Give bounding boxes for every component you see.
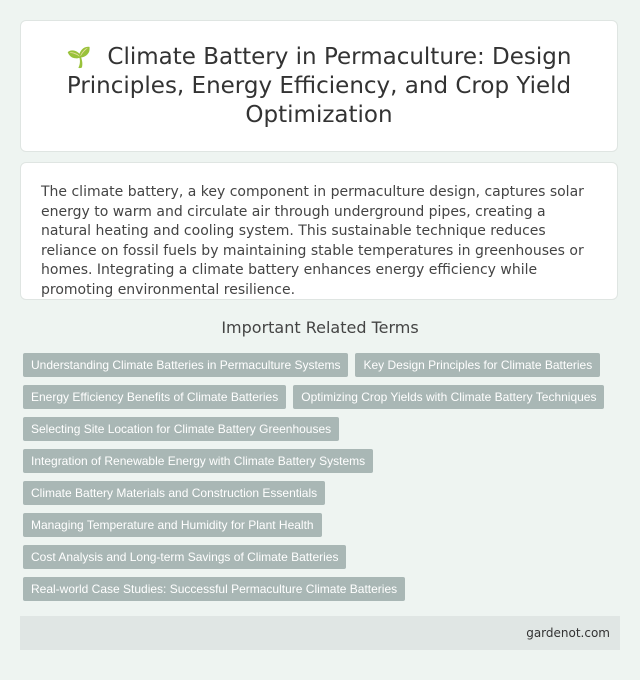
page-title-text: Climate Battery in Permaculture: Design Principles, Energy Efficiency, and Crop Yield Optimization bbox=[66, 43, 572, 128]
related-term-tag[interactable]: Real-world Case Studies: Successful Permaculture Climate Batteries bbox=[23, 577, 405, 601]
page-title bbox=[59, 43, 579, 130]
related-term-tag[interactable]: Managing Temperature and Humidity for Plant Health bbox=[23, 513, 322, 537]
related-term-tag[interactable]: Optimizing Crop Yields with Climate Battery Techniques bbox=[293, 385, 604, 409]
title-card bbox=[20, 20, 618, 152]
footer bbox=[20, 616, 620, 650]
related-term-tag[interactable]: Key Design Principles for Climate Batteries bbox=[355, 353, 600, 377]
related-term-tag[interactable]: Understanding Climate Batteries in Permaculture Systems bbox=[23, 353, 348, 377]
description-text: The climate battery, a key component in permaculture design, captures solar energy to warm and circulate air through underground pipes, creating a natural heating and cooling system. This sustainable technique reduces reliance on fossil fuels by maintaining stable temperatures in greenhouses or homes. Integrating a climate battery enhances energy efficiency while promoting environmental resilience. bbox=[41, 184, 584, 298]
related-term-tag[interactable]: Energy Efficiency Benefits of Climate Batteries bbox=[23, 385, 286, 409]
description-card bbox=[20, 162, 618, 300]
related-term-tag[interactable]: Cost Analysis and Long-term Savings of Climate Batteries bbox=[23, 545, 346, 569]
footer-site-link[interactable]: gardenot.com bbox=[526, 626, 610, 640]
related-term-tag[interactable]: Selecting Site Location for Climate Battery Greenhouses bbox=[23, 417, 339, 441]
related-terms-list bbox=[23, 353, 623, 609]
related-term-tag[interactable]: Integration of Renewable Energy with Climate Battery Systems bbox=[23, 449, 373, 473]
seedling-icon: 🌱 bbox=[66, 44, 92, 69]
related-term-tag[interactable]: Climate Battery Materials and Construction Essentials bbox=[23, 481, 325, 505]
related-terms-heading: Important Related Terms bbox=[221, 318, 419, 337]
